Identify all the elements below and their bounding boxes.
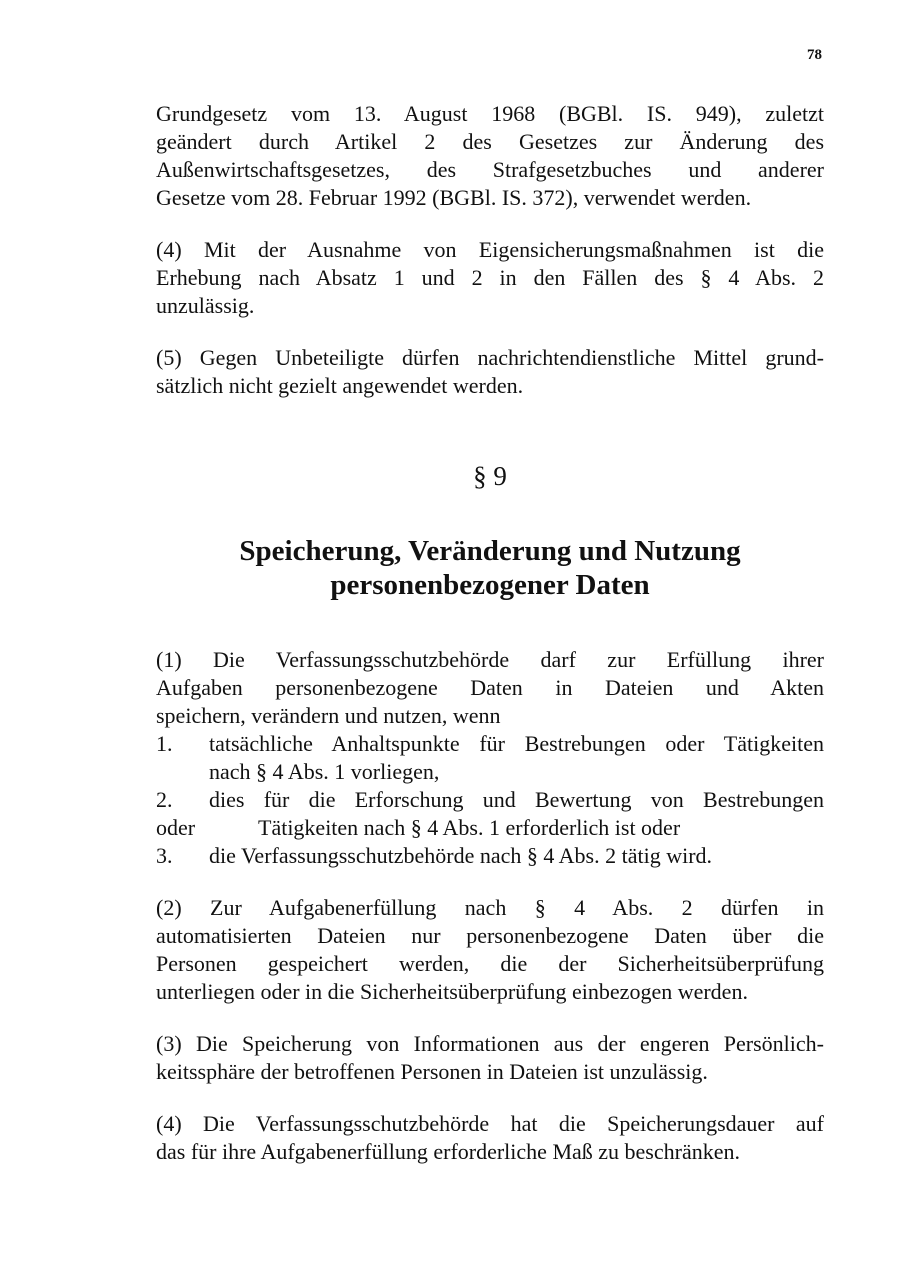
s9p3-line: (3) Die Speicherung von Informationen aus der engeren Persönlich-	[156, 1031, 824, 1056]
intro-line: Außenwirtschaftsgesetzes, des Strafgesetzbuches und anderer	[156, 157, 824, 182]
list-item	[156, 842, 824, 870]
condition-list	[156, 730, 824, 870]
s9p1-line: speichern, verändern und nutzen, wenn	[156, 703, 501, 728]
section-9-paragraph-3	[156, 1030, 824, 1086]
list-item	[156, 730, 824, 786]
s9p4-line: (4) Die Verfassungsschutzbehörde hat die Speicherungsdauer auf	[156, 1111, 824, 1136]
list-item-continuation-text: Tätigkeiten nach § 4 Abs. 1 erforderlich ist oder	[258, 815, 681, 840]
intro-paragraph	[156, 100, 824, 212]
s9p1-line: Aufgaben personenbezogene Daten in Dateien und Akten	[156, 675, 824, 700]
paragraph-4-line: (4) Mit der Ausnahme von Eigensicherungsmaßnahmen ist die	[156, 237, 824, 262]
paragraph-4	[156, 236, 824, 320]
section-title	[156, 534, 824, 602]
intro-line: geändert durch Artikel 2 des Gesetzes zur Änderung des	[156, 129, 824, 154]
list-item	[156, 786, 824, 814]
section-9-paragraph-2	[156, 894, 824, 1006]
section-title-line: personenbezogener Daten	[330, 569, 650, 601]
paragraph-5-line: (5) Gegen Unbeteiligte dürfen nachrichtendienstliche Mittel grund-	[156, 345, 824, 370]
list-item-text	[209, 730, 824, 786]
page-number: 78	[807, 47, 822, 63]
s9p3-line: keitssphäre der betroffenen Personen in Dateien ist unzulässig.	[156, 1059, 708, 1084]
list-item-continuation	[156, 814, 824, 842]
list-item-line: nach § 4 Abs. 1 vorliegen,	[209, 759, 440, 784]
s9p1-line: (1) Die Verfassungsschutzbehörde darf zur Erfüllung ihrer	[156, 647, 824, 672]
intro-line: Gesetze vom 28. Februar 1992 (BGBl. IS. 372), verwendet werden.	[156, 185, 752, 210]
paragraph-4-line: Erhebung nach Absatz 1 und 2 in den Fällen des § 4 Abs. 2	[156, 265, 824, 290]
s9p2-line: Personen gespeichert werden, die der Sicherheitsüberprüfung	[156, 951, 824, 976]
section-9-paragraph-1	[156, 646, 824, 870]
page-content	[156, 100, 824, 1166]
section-9-paragraph-4	[156, 1110, 824, 1166]
s9p4-line: das für ihre Aufgabenerfüllung erforderliche Maß zu beschränken.	[156, 1139, 740, 1164]
list-item-number: 2.	[156, 787, 173, 812]
list-item-number: 3.	[156, 843, 173, 868]
list-item-continuation-word: oder	[156, 815, 196, 840]
list-item-number: 1.	[156, 731, 173, 756]
paragraph-5-line: sätzlich nicht gezielt angewendet werden.	[156, 373, 524, 398]
intro-line: Grundgesetz vom 13. August 1968 (BGBl. IS. 949), zuletzt	[156, 101, 824, 126]
list-item-line: tatsächliche Anhaltspunkte für Bestrebungen oder Tätigkeiten	[209, 731, 824, 756]
s9p2-line: automatisierten Dateien nur personenbezogene Daten über die	[156, 923, 824, 948]
paragraph-5	[156, 344, 824, 400]
s9p2-line: (2) Zur Aufgabenerfüllung nach § 4 Abs. 2 dürfen in	[156, 895, 824, 920]
list-item-line: dies für die Erforschung und Bewertung von Bestrebungen	[209, 787, 824, 812]
s9p2-line: unterliegen oder in die Sicherheitsüberprüfung einbezogen werden.	[156, 979, 748, 1004]
list-item-line: die Verfassungsschutzbehörde nach § 4 Abs. 2 tätig wird.	[209, 843, 713, 868]
list-item-text	[209, 786, 824, 814]
list-item-text	[209, 842, 824, 870]
section-title-line: Speicherung, Veränderung und Nutzung	[239, 535, 741, 567]
paragraph-4-line: unzulässig.	[156, 293, 255, 318]
section-number: § 9	[473, 461, 507, 491]
